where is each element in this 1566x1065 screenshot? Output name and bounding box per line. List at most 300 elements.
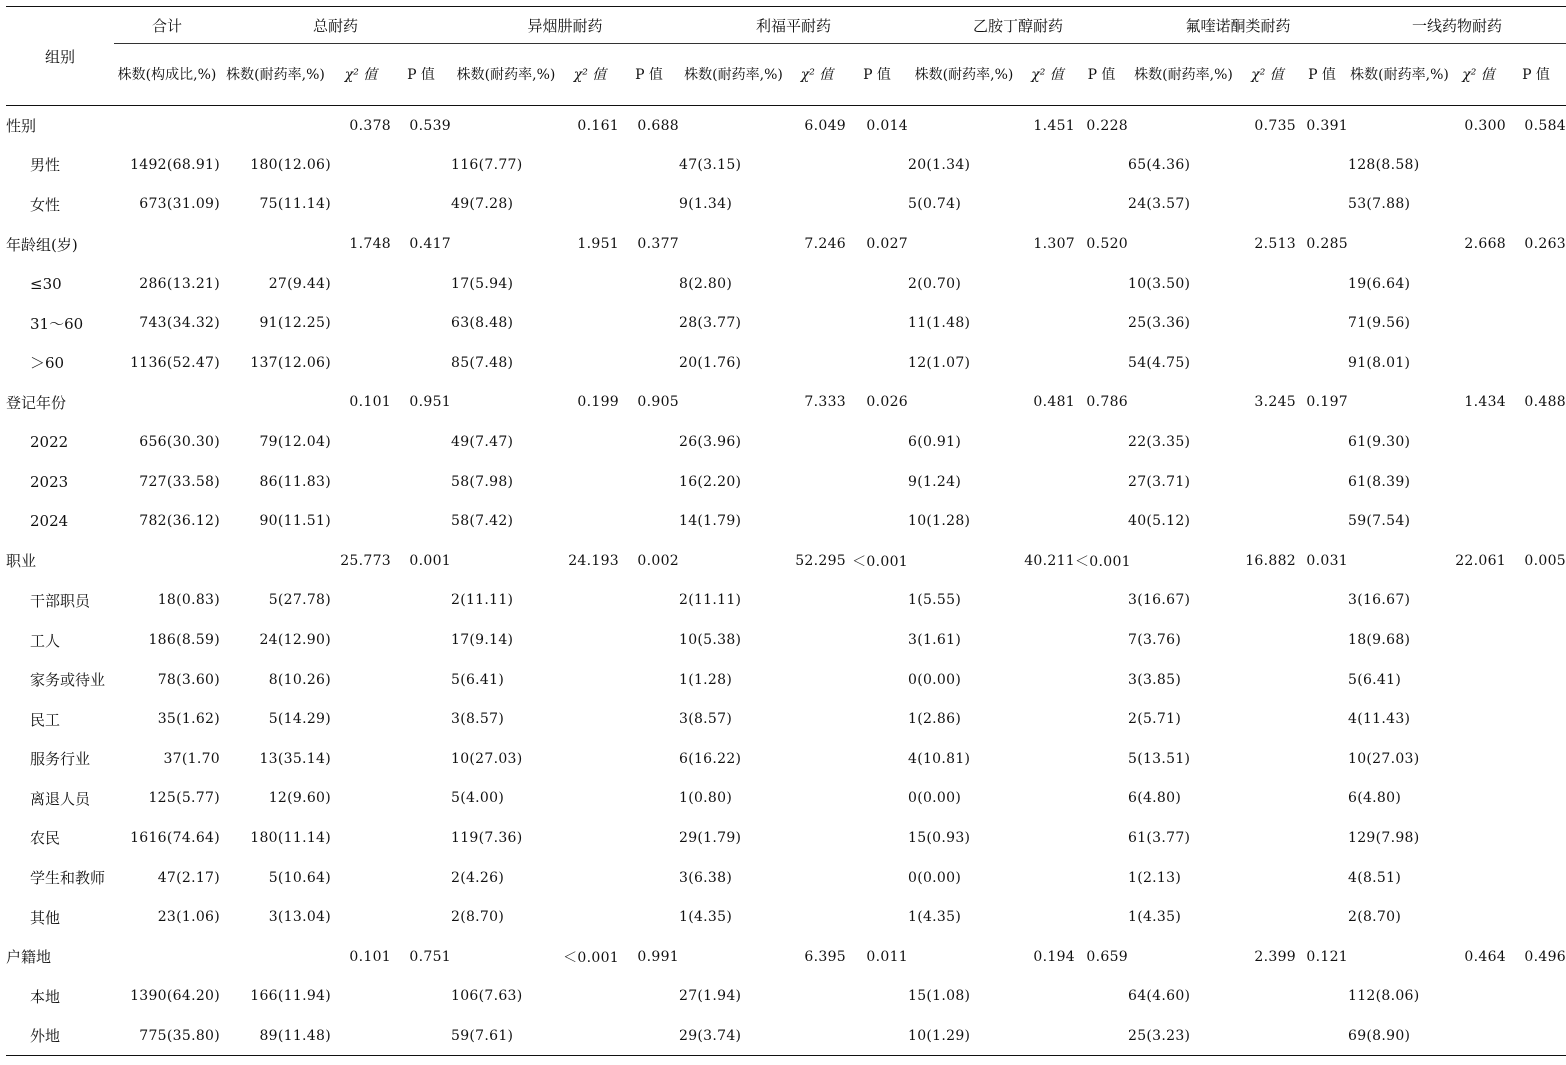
empty-cell [846,264,908,304]
empty-cell [1020,422,1075,462]
row-label: 服务行业 [30,750,91,769]
empty-cell [1296,858,1348,898]
sub-header-p-value: P 值 [846,44,908,106]
resistance-count-cell: 19(6.64) [1348,275,1411,292]
sub-header-p-value: P 值 [1075,44,1128,106]
resistance-count-cell: 1(4.35) [679,909,733,926]
row-label: 年龄组(岁) [6,235,78,254]
table-row [6,501,1566,541]
resistance-count-cell: 5(6.41) [1348,671,1402,688]
resistance-count-cell: 7(3.76) [1128,632,1182,649]
chi-square-value: 7.333 [804,394,846,411]
p-value: 0.001 [409,552,451,569]
resistance-count-cell: 3(3.85) [1128,671,1182,688]
empty-cell [1348,224,1451,264]
group-header-row [6,7,1566,44]
resistance-count-cell: 3(16.67) [1348,592,1411,609]
p-value: 0.014 [866,117,908,134]
empty-cell [561,264,619,304]
empty-cell [1506,620,1566,660]
row-label: 女性 [30,195,61,214]
resistance-count-cell: 61(3.77) [1128,829,1191,846]
table-row [6,818,1566,858]
empty-cell [1239,739,1296,779]
empty-cell [846,818,908,858]
empty-cell [619,620,679,660]
empty-cell [1239,501,1296,541]
group-header-rifampicin: 利福平耐药 [679,7,908,44]
empty-cell [788,264,846,304]
empty-cell [619,422,679,462]
empty-cell [788,1016,846,1056]
empty-cell [1020,739,1075,779]
resistance-count-cell: 2(5.71) [1128,711,1182,728]
empty-cell [788,699,846,739]
empty-cell [391,739,451,779]
empty-cell [1020,501,1075,541]
empty-cell [1296,897,1348,937]
table-row [6,185,1566,225]
empty-cell [1348,106,1451,146]
empty-cell [1020,462,1075,502]
row-label: 工人 [30,631,61,650]
empty-cell [561,660,619,700]
resistance-count-cell: 40(5.12) [1128,513,1191,530]
empty-cell [1296,343,1348,383]
empty-cell [391,818,451,858]
resistance-count-cell: 5(0.74) [908,196,962,213]
sub-header-chi-square: χ² 值 [561,44,619,106]
empty-cell [1296,977,1348,1017]
resistance-count-cell: 10(27.03) [1348,750,1420,767]
empty-cell [788,422,846,462]
empty-cell [1075,1016,1128,1056]
empty-cell [1075,897,1128,937]
empty-cell [1075,818,1128,858]
table-row [6,581,1566,621]
empty-cell [846,343,908,383]
resistance-count-cell: 0(0.00) [908,790,962,807]
p-value: 0.263 [1524,236,1566,253]
resistance-count-cell: 5(27.78) [268,592,331,609]
empty-cell [1075,858,1128,898]
empty-cell [1451,1016,1506,1056]
empty-cell [1128,106,1239,146]
table-row [6,343,1566,383]
resistance-count-cell: 116(7.77) [451,156,523,173]
resistance-count-cell: 17(5.94) [451,275,514,292]
empty-cell [1296,699,1348,739]
empty-cell [846,660,908,700]
empty-cell [451,937,561,977]
empty-cell [561,343,619,383]
chi-square-value: 24.193 [568,552,619,569]
chi-square-value: 25.773 [340,552,391,569]
resistance-count-cell: 2(11.11) [679,592,742,609]
empty-cell [1451,581,1506,621]
p-value: 0.688 [637,117,679,134]
empty-cell [1075,739,1128,779]
empty-cell [908,541,1020,581]
empty-cell [1075,462,1128,502]
empty-cell [331,264,391,304]
empty-cell [1239,620,1296,660]
empty-cell [331,501,391,541]
empty-cell [1296,779,1348,819]
resistance-count-cell: 14(1.79) [679,513,742,530]
empty-cell [1506,343,1566,383]
group-header-isoniazid: 异烟肼耐药 [451,7,679,44]
resistance-count-cell: 2(0.70) [908,275,962,292]
resistance-count-cell: 180(12.06) [250,156,331,173]
empty-cell [1451,462,1506,502]
empty-cell [1020,779,1075,819]
empty-cell [1020,581,1075,621]
p-value: 0.991 [637,948,679,965]
empty-cell [1239,1016,1296,1056]
empty-cell [1128,937,1239,977]
sub-header-p-value: P 值 [391,44,451,106]
empty-cell [1239,977,1296,1017]
empty-cell [1451,897,1506,937]
empty-cell [1348,383,1451,423]
row-label: 2023 [30,472,69,491]
empty-cell [619,185,679,225]
empty-cell [679,224,788,264]
empty-cell [1451,343,1506,383]
chi-square-value: 6.049 [804,117,846,134]
empty-cell [391,660,451,700]
p-value: 0.951 [409,394,451,411]
empty-cell [1075,699,1128,739]
empty-cell [561,1016,619,1056]
resistance-count-cell: 47(3.15) [679,156,742,173]
empty-cell [1075,343,1128,383]
sub-header-chi-square: χ² 值 [1239,44,1296,106]
empty-cell [1506,739,1566,779]
sub-header-count-rate: 株数(耐药率,%) [679,44,788,106]
chi-square-value: 0.464 [1464,948,1506,965]
empty-cell [1451,145,1506,185]
table-row [6,977,1566,1017]
resistance-count-cell: 20(1.34) [908,156,971,173]
p-value: 0.002 [637,552,679,569]
resistance-count-cell: 112(8.06) [1348,988,1420,1005]
resistance-count-cell: 69(8.90) [1348,1016,1451,1056]
empty-cell [1348,937,1451,977]
empty-cell [391,897,451,937]
chi-square-value: 0.194 [1033,948,1075,965]
empty-cell [1506,462,1566,502]
table-body [6,106,1566,1056]
empty-cell [1296,145,1348,185]
empty-cell [619,779,679,819]
empty-cell [846,897,908,937]
empty-cell [114,937,220,977]
empty-cell [846,581,908,621]
empty-cell [788,739,846,779]
empty-cell [846,1016,908,1056]
resistance-count-cell: 90(11.51) [259,513,331,530]
empty-cell [788,660,846,700]
empty-cell [1239,897,1296,937]
total-count-cell: 37(1.70 [163,750,220,767]
resistance-count-cell: 12(9.60) [268,790,331,807]
empty-cell [846,303,908,343]
empty-cell [908,937,1020,977]
group-header-first-line: 一线药物耐药 [1348,7,1566,44]
empty-cell [788,977,846,1017]
sub-header-row [6,44,1566,106]
empty-cell [846,422,908,462]
p-value: 0.905 [637,394,679,411]
total-count-cell: 673(31.09) [139,196,220,213]
p-value: ＜0.001 [852,553,908,570]
empty-cell [1020,897,1075,937]
empty-cell [1506,699,1566,739]
p-value: 0.751 [409,948,451,965]
empty-cell [1296,185,1348,225]
p-value: ＜0.001 [1075,553,1131,570]
resistance-count-cell: 22(3.35) [1128,434,1191,451]
resistance-count-cell: 119(7.36) [451,829,523,846]
row-label: 职业 [6,552,37,571]
empty-cell [1451,977,1506,1017]
resistance-count-cell: 8(2.80) [679,275,733,292]
resistance-count-cell: 58(7.42) [451,513,514,530]
empty-cell [1075,145,1128,185]
empty-cell [1239,779,1296,819]
empty-cell [391,145,451,185]
empty-cell [1075,581,1128,621]
empty-cell [846,858,908,898]
sub-header-count-rate: 株数(耐药率,%) [220,44,331,106]
resistance-count-cell: 3(13.04) [268,909,331,926]
empty-cell [331,343,391,383]
resistance-count-cell: 17(9.14) [451,632,514,649]
resistance-count-cell: 24(3.57) [1128,196,1191,213]
empty-cell [220,224,331,264]
empty-cell [561,145,619,185]
row-label: 2024 [30,512,69,531]
resistance-count-cell: 25(3.23) [1128,1016,1239,1056]
total-count-cell: 78(3.60) [157,671,220,688]
p-value: 0.417 [409,236,451,253]
resistance-count-cell: 79(12.04) [259,434,331,451]
resistance-count-cell: 2(8.70) [1348,909,1402,926]
resistance-count-cell: 15(0.93) [908,829,971,846]
chi-square-value: 3.245 [1254,394,1296,411]
empty-cell [619,145,679,185]
row-label: 2022 [30,433,69,452]
resistance-count-cell: 49(7.47) [451,434,514,451]
empty-cell [114,106,220,146]
resistance-count-cell: 106(7.63) [451,988,523,1005]
empty-cell [391,699,451,739]
empty-cell [619,303,679,343]
category-row [6,224,1566,264]
chi-square-value: ＜0.001 [563,949,619,966]
empty-cell [561,581,619,621]
table-row [6,858,1566,898]
p-value: 0.786 [1086,394,1128,411]
sub-header-count-rate: 株数(耐药率,%) [451,44,561,106]
empty-cell [846,977,908,1017]
empty-cell [908,106,1020,146]
empty-cell [619,699,679,739]
resistance-count-cell: 8(10.26) [268,671,331,688]
empty-cell [561,897,619,937]
empty-cell [788,818,846,858]
p-value: 0.496 [1524,948,1566,965]
resistance-count-cell: 20(1.76) [679,354,742,371]
row-group-header: 组别 [6,7,114,106]
empty-cell [908,383,1020,423]
empty-cell [1296,303,1348,343]
row-label: 登记年份 [6,393,67,412]
empty-cell [561,620,619,660]
empty-cell [1451,779,1506,819]
row-label: 家务或待业 [30,671,106,690]
sub-header-chi-square: χ² 值 [1451,44,1506,106]
empty-cell [331,779,391,819]
table-row [6,660,1566,700]
empty-cell [1451,739,1506,779]
empty-cell [1506,501,1566,541]
resistance-count-cell: 2(4.26) [451,869,505,886]
resistance-count-cell: 11(1.48) [908,315,971,332]
group-header-total-resistance: 总耐药 [220,7,451,44]
empty-cell [1075,779,1128,819]
empty-cell [846,739,908,779]
resistance-count-cell: 29(3.74) [679,1016,788,1056]
empty-cell [1506,977,1566,1017]
resistance-count-cell: 10(1.28) [908,513,971,530]
resistance-count-cell: 4(11.43) [1348,711,1411,728]
empty-cell [1451,620,1506,660]
chi-square-value: 22.061 [1455,552,1506,569]
chi-square-value: 1.748 [349,236,391,253]
empty-cell [561,858,619,898]
chi-square-value: 2.399 [1254,948,1296,965]
resistance-count-cell: 18(9.68) [1348,632,1411,649]
sub-header-total-count: 株数(构成比,%) [114,44,220,106]
p-value: 0.584 [1524,117,1566,134]
empty-cell [788,620,846,660]
resistance-count-cell: 3(8.57) [451,711,505,728]
empty-cell [451,106,561,146]
p-value: 0.121 [1306,948,1348,965]
category-row [6,541,1566,581]
resistance-count-cell: 1(4.35) [908,909,962,926]
empty-cell [788,462,846,502]
chi-square-value: 16.882 [1245,552,1296,569]
empty-cell [1239,185,1296,225]
p-value: 0.197 [1306,394,1348,411]
empty-cell [1075,264,1128,304]
resistance-count-cell: 91(8.01) [1348,354,1411,371]
empty-cell [1451,185,1506,225]
empty-cell [679,937,788,977]
empty-cell [331,581,391,621]
empty-cell [451,541,561,581]
chi-square-value: 0.481 [1033,394,1075,411]
sub-header-p-value: P 值 [619,44,679,106]
resistance-count-cell: 10(3.50) [1128,275,1191,292]
empty-cell [1020,343,1075,383]
empty-cell [331,145,391,185]
sub-header-p-value: P 值 [1506,44,1566,106]
row-label: 本地 [30,987,61,1006]
empty-cell [331,858,391,898]
empty-cell [1296,739,1348,779]
empty-cell [1239,660,1296,700]
empty-cell [1128,224,1239,264]
resistance-count-cell: 3(1.61) [908,632,962,649]
resistance-count-cell: 5(13.51) [1128,750,1191,767]
empty-cell [679,106,788,146]
resistance-count-cell: 180(11.14) [250,829,331,846]
drug-resistance-table [6,6,1566,1056]
empty-cell [1239,858,1296,898]
empty-cell [331,818,391,858]
total-count-cell: 125(5.77) [148,790,220,807]
chi-square-value: 1.451 [1033,117,1075,134]
empty-cell [679,541,788,581]
resistance-count-cell: 6(0.91) [908,434,962,451]
empty-cell [1451,501,1506,541]
group-header-ethambutol: 乙胺丁醇耐药 [908,7,1128,44]
total-count-cell: 1492(68.91) [130,156,220,173]
empty-cell [619,343,679,383]
empty-cell [1296,422,1348,462]
empty-cell [1506,422,1566,462]
empty-cell [1239,462,1296,502]
empty-cell [619,818,679,858]
table-row [6,145,1566,185]
empty-cell [220,541,331,581]
empty-cell [391,303,451,343]
table-row [6,422,1566,462]
row-label: 男性 [30,156,61,175]
empty-cell [561,462,619,502]
chi-square-value: 1.434 [1464,394,1506,411]
table-row [6,739,1566,779]
empty-cell [1506,818,1566,858]
empty-cell [1075,501,1128,541]
chi-square-value: 0.378 [349,117,391,134]
empty-cell [619,501,679,541]
empty-cell [561,185,619,225]
empty-cell [619,1016,679,1056]
empty-cell [1296,620,1348,660]
empty-cell [1451,422,1506,462]
empty-cell [1451,858,1506,898]
resistance-count-cell: 6(4.80) [1128,790,1182,807]
resistance-count-cell: 61(9.30) [1348,434,1411,451]
p-value: 0.391 [1306,117,1348,134]
empty-cell [391,1016,451,1056]
empty-cell [1451,264,1506,304]
empty-cell [561,977,619,1017]
empty-cell [679,383,788,423]
resistance-count-cell: 25(3.36) [1128,315,1191,332]
row-label: 民工 [30,710,61,729]
resistance-count-cell: 4(10.81) [908,750,971,767]
empty-cell [1506,581,1566,621]
empty-cell [1296,660,1348,700]
resistance-count-cell: 1(0.80) [679,790,733,807]
